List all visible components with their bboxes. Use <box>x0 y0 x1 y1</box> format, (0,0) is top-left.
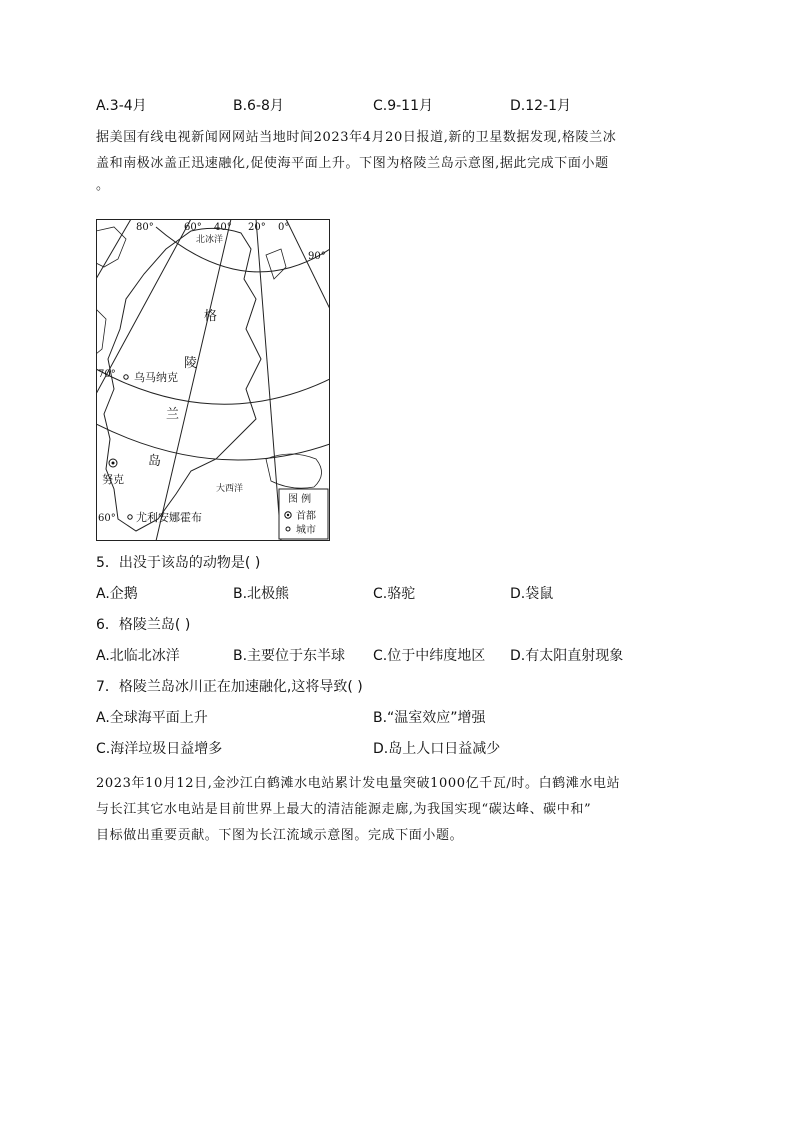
intro-paragraph-greenland <box>96 125 702 195</box>
island-char-2: 陵 <box>184 356 198 371</box>
capital-marker-dot <box>112 462 115 465</box>
arctic-ocean-label: 北冰洋 <box>196 235 224 245</box>
q5-option-b: B.北极熊 <box>233 586 290 602</box>
island-char-4: 岛 <box>148 454 162 469</box>
island-char-1: 格 <box>204 309 218 324</box>
q6-option-b: B.主要位于东半球 <box>233 648 346 664</box>
lon-label-20: 20° <box>248 222 266 233</box>
q7-option-b: B.“温室效应”增强 <box>373 710 486 726</box>
lon-label-0: 0° <box>278 222 290 233</box>
q7-option-d: D.岛上人口日益减少 <box>373 741 501 757</box>
intro1-line2: 盖和南极冰盖正迅速融化,促使海平面上升。下图为格陵兰岛示意图,据此完成下面小题 <box>96 156 609 171</box>
intro1-line1: 据美国有线电视新闻网网站当地时间2023年4月20日报道,新的卫星数据发现,格陵兰冰 <box>96 130 617 145</box>
q7-option-a: A.全球海平面上升 <box>96 710 208 726</box>
q5-option-d: D.袋鼠 <box>510 586 554 602</box>
legend-capital-label: 首都 <box>296 511 316 522</box>
intro2-line1: 2023年10月12日,金沙江白鹤滩水电站累计发电量突破1000亿千瓦/时。白鹤滩水电站 <box>96 776 621 791</box>
lon-label-80: 80° <box>136 222 154 233</box>
island-char-3: 兰 <box>166 407 180 422</box>
q5-option-a: A.企鹅 <box>96 586 138 602</box>
legend-city-label: 城市 <box>296 525 316 536</box>
q4-option-a: A.3-4月 <box>96 98 147 114</box>
intro1-line3: 。 <box>96 178 110 193</box>
lon-label-90: 90° <box>308 251 326 262</box>
lon-label-40: 40° <box>214 222 232 233</box>
q7-option-c: C.海洋垃圾日益增多 <box>96 741 223 757</box>
lat-label-70: 70° <box>98 369 116 380</box>
lat-label-60: 60° <box>98 513 116 524</box>
intro2-line2: 与长江其它水电站是目前世界上最大的清洁能源走廊,为我国实现“碳达峰、碳中和” <box>96 802 592 817</box>
q6-option-c: C.位于中纬度地区 <box>373 648 486 664</box>
city-label-nuuk: 努克 <box>102 473 124 486</box>
intro2-line3: 目标做出重要贡献。下图为长江流域示意图。完成下面小题。 <box>96 828 464 843</box>
legend-title: 图 例 <box>288 494 312 505</box>
q6-option-a: A.北临北冰洋 <box>96 648 180 664</box>
q4-option-c: C.9-11月 <box>373 98 433 114</box>
q4-option-d: D.12-1月 <box>510 98 572 114</box>
q6-option-d: D.有太阳直射现象 <box>510 648 624 664</box>
q7-stem: 7．格陵兰岛冰川正在加速融化,这将导致( ) <box>96 679 363 695</box>
intro-paragraph-baihetan <box>96 771 702 849</box>
lon-label-60: 60° <box>184 222 202 233</box>
greenland-map <box>96 219 330 541</box>
atlantic-ocean-label: 大西洋 <box>216 484 244 494</box>
city-label-umanak: 乌马纳克 <box>134 371 178 384</box>
q4-option-b: B.6-8月 <box>233 98 284 114</box>
q5-option-c: C.骆驼 <box>373 586 416 602</box>
city-label-julianehab: 尤利安娜霍布 <box>136 511 202 524</box>
q5-stem: 5．出没于该岛的动物是( ) <box>96 555 261 571</box>
q6-stem: 6．格陵兰岛( ) <box>96 617 191 633</box>
